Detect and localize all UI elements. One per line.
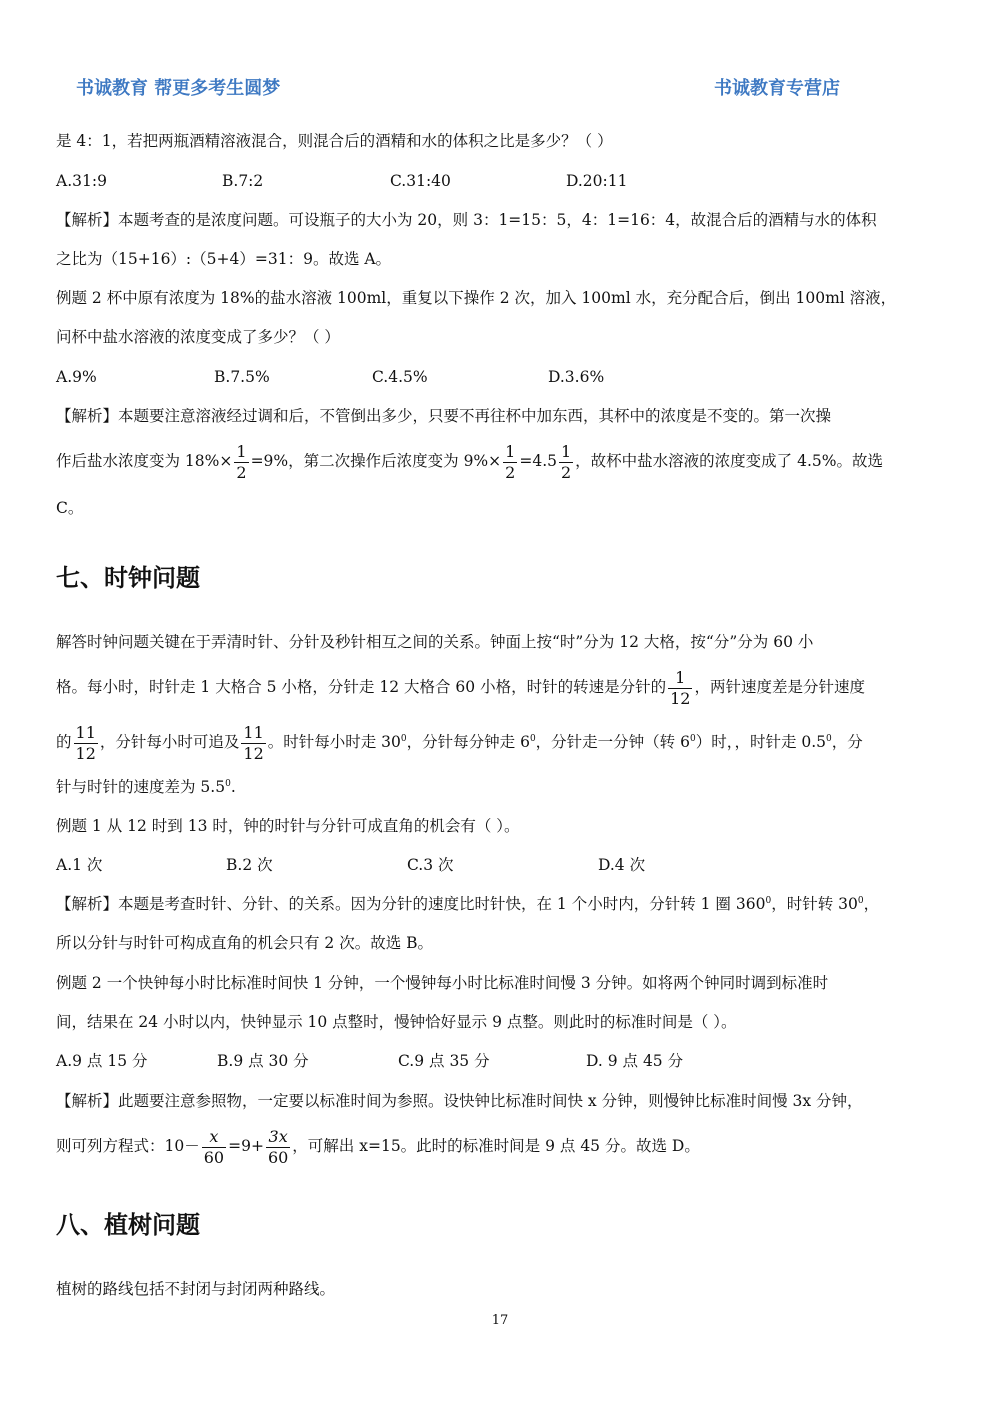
answer-3-text: ， xyxy=(863,895,880,913)
page-header xyxy=(76,74,840,104)
option-b: B.9 点 30 分 xyxy=(217,1052,309,1070)
degree-mark: 0 xyxy=(689,733,696,744)
clock-example-2-line-2: 间，结果在 24 小时以内，快钟显示 10 点整时，慢钟恰好显示 9 点整。则此时的标准时间是（ ）。 xyxy=(56,1013,737,1031)
option-c: C.4.5% xyxy=(372,368,428,386)
fraction-numerator: 11 xyxy=(243,722,264,742)
degree-mark: 0 xyxy=(529,733,536,744)
option-d: D. 9 点 45 分 xyxy=(586,1052,684,1070)
option-b: B.7.5% xyxy=(214,368,270,386)
degree-mark: 0 xyxy=(225,778,231,789)
fraction-denominator: 12 xyxy=(75,743,96,763)
fraction-x-over-60 xyxy=(202,1127,226,1168)
clock-text: ）时，，时针走 0.5 xyxy=(695,733,827,751)
clock-text: 针与时针的速度差为 5.5 xyxy=(56,778,226,796)
degree-mark: 0 xyxy=(857,895,864,906)
degree-mark: 0 xyxy=(826,733,832,744)
example-2-line-2: 问杯中盐水溶液的浓度变成了多少？（ ） xyxy=(56,328,340,346)
fraction-denominator: 60 xyxy=(267,1147,289,1167)
example-2-line-1: 例题 2 杯中原有浓度为 18%的盐水溶液 100ml，重复以下操作 2 次，加入 100ml 水，充分配合后，倒出 100ml 溶液， xyxy=(56,289,897,307)
answer-4-text: ，可解出 x=15。此时的标准时间是 9 点 45 分。故选 D。 xyxy=(292,1137,700,1155)
section-heading-tree-planting: 八、植树问题 xyxy=(56,1211,200,1239)
fraction-one-half xyxy=(234,442,248,483)
degree-mark: 0 xyxy=(765,895,772,906)
answer-3-text: 【解析】本题是考查时针、分针、的关系。因为分针的速度比时针快，在 1 个小时内，分针转 1 圈 360 xyxy=(56,895,766,913)
clock-intro-line-2 xyxy=(56,662,946,712)
tree-planting-intro: 植树的路线包括不封闭与封闭两种路线。 xyxy=(56,1280,336,1298)
fraction-denominator: 12 xyxy=(243,743,264,763)
fraction-eleven-twelfths xyxy=(74,723,98,764)
variable-x: x xyxy=(209,1126,219,1146)
clock-example-2-line-1: 例题 2 一个快钟每小时比标准时间快 1 分钟，一个慢钟每小时比标准时间慢 3 分钟。如将两个钟同时调到标准时 xyxy=(56,974,829,992)
fraction-numerator: 1 xyxy=(505,441,516,461)
option-a: A.31:9 xyxy=(56,172,107,190)
fraction-eleven-twelfths xyxy=(241,723,265,764)
section-heading-clock: 七、时钟问题 xyxy=(56,564,200,592)
header-right-store: 书诚教育专营店 xyxy=(714,78,840,99)
clock-text: 。时针每小时走 30 xyxy=(267,733,401,751)
variable-3x: 3x xyxy=(268,1126,288,1146)
option-c: C.3 次 xyxy=(407,856,454,874)
clock-text: ，分 xyxy=(831,733,863,751)
option-a: A.1 次 xyxy=(56,856,103,874)
answer-3-line-1 xyxy=(56,893,946,915)
option-d: D.20:11 xyxy=(566,172,628,190)
fraction-one-half xyxy=(503,442,517,483)
option-a: A.9 点 15 分 xyxy=(56,1052,148,1070)
clock-intro-line-1: 解答时钟问题关键在于弄清时针、分针及秒针相互之间的关系。钟面上按“时”分为 12 大格，按“分”分为 60 小 xyxy=(56,633,814,651)
option-c: C.9 点 35 分 xyxy=(398,1052,490,1070)
clock-intro-line-3 xyxy=(56,717,946,767)
answer-2-text-c: =4.5 xyxy=(519,452,557,470)
option-b: B.2 次 xyxy=(226,856,273,874)
option-b: B.7:2 xyxy=(222,172,264,190)
clock-text: ，分针每小时可追及 xyxy=(99,733,240,751)
answer-3-text: ，时针转 30 xyxy=(771,895,858,913)
answer-2-text-d: ，故杯中盐水溶液的浓度变成了 4.5%。故选 xyxy=(575,452,883,470)
option-a: A.9% xyxy=(56,368,97,386)
fraction-3x-over-60 xyxy=(266,1127,290,1168)
answer-1-line-1: 【解析】本题考查的是浓度问题。可设瓶子的大小为 20，则 3：1=15：5，4：1=16：4，故混合后的酒精与水的体积 xyxy=(56,211,877,229)
fraction-denominator: 12 xyxy=(670,688,691,708)
fraction-denominator: 2 xyxy=(505,462,516,482)
answer-4-line-1: 【解析】此题要注意参照物，一定要以标准时间为参照。设快钟比标准时间快 x 分钟，则慢钟比标准时间慢 3x 分钟， xyxy=(56,1092,863,1110)
clock-text: 格。每小时，时针走 1 大格合 5 小格，分针走 12 大格合 60 小格，时针的转速是分针的 xyxy=(56,678,667,696)
fraction-numerator xyxy=(266,1127,290,1148)
header-left-brand: 书诚教育 帮更多考生圆梦 xyxy=(76,78,281,99)
page-number: 17 xyxy=(491,1313,509,1328)
fraction-numerator xyxy=(202,1127,226,1148)
answer-2-text-a: 作后盐水浓度变为 18%× xyxy=(56,452,233,470)
fraction-numerator: 1 xyxy=(560,441,572,461)
clock-text: ，两针速度差是分针速度 xyxy=(694,678,865,696)
clock-text: . xyxy=(230,778,236,796)
answer-1-line-2: 之比为（15+16）:（5+4）=31：9。故选 A。 xyxy=(56,250,392,268)
answer-4-line-2 xyxy=(56,1121,946,1171)
answer-4-text: =9+ xyxy=(228,1137,264,1155)
answer-2-text-b: =9%，第二次操作后浓度变为 9%× xyxy=(250,452,502,470)
clock-text: ，分针走一分钟（转 6 xyxy=(535,733,690,751)
degree-mark: 0 xyxy=(400,733,407,744)
option-d: D.3.6% xyxy=(548,368,605,386)
fraction-one-twelfth xyxy=(668,668,692,709)
fraction-numerator: 1 xyxy=(236,441,247,461)
fraction-numerator: 1 xyxy=(668,668,692,689)
fraction-denominator: 2 xyxy=(236,462,247,482)
question-1-text: 是 4：1，若把两瓶酒精溶液混合，则混合后的酒精和水的体积之比是多少？（ ） xyxy=(56,132,613,150)
option-c: C.31:40 xyxy=(390,172,451,190)
clock-text: 的 xyxy=(56,733,72,751)
answer-2-line-2 xyxy=(56,436,946,486)
clock-text: ，分针每分钟走 6 xyxy=(406,733,530,751)
answer-4-text: 则可列方程式：10－ xyxy=(56,1137,200,1155)
fraction-denominator: 2 xyxy=(560,462,572,482)
answer-2-line-1: 【解析】本题要注意溶液经过调和后，不管倒出多少，只要不再往杯中加东西，其杯中的浓度是不变的。第一次操 xyxy=(56,407,832,425)
fraction-denominator: 60 xyxy=(203,1147,225,1167)
fraction-one-half xyxy=(559,442,573,483)
fraction-numerator: 11 xyxy=(75,722,96,742)
clock-intro-line-4 xyxy=(56,776,946,798)
option-d: D.4 次 xyxy=(598,856,646,874)
answer-2-line-3: C。 xyxy=(56,499,84,517)
answer-3-line-2: 所以分针与时针可构成直角的机会只有 2 次。故选 B。 xyxy=(56,934,434,952)
clock-example-1-text: 例题 1 从 12 时到 13 时，钟的时针与分针可成直角的机会有（ ）。 xyxy=(56,817,520,835)
